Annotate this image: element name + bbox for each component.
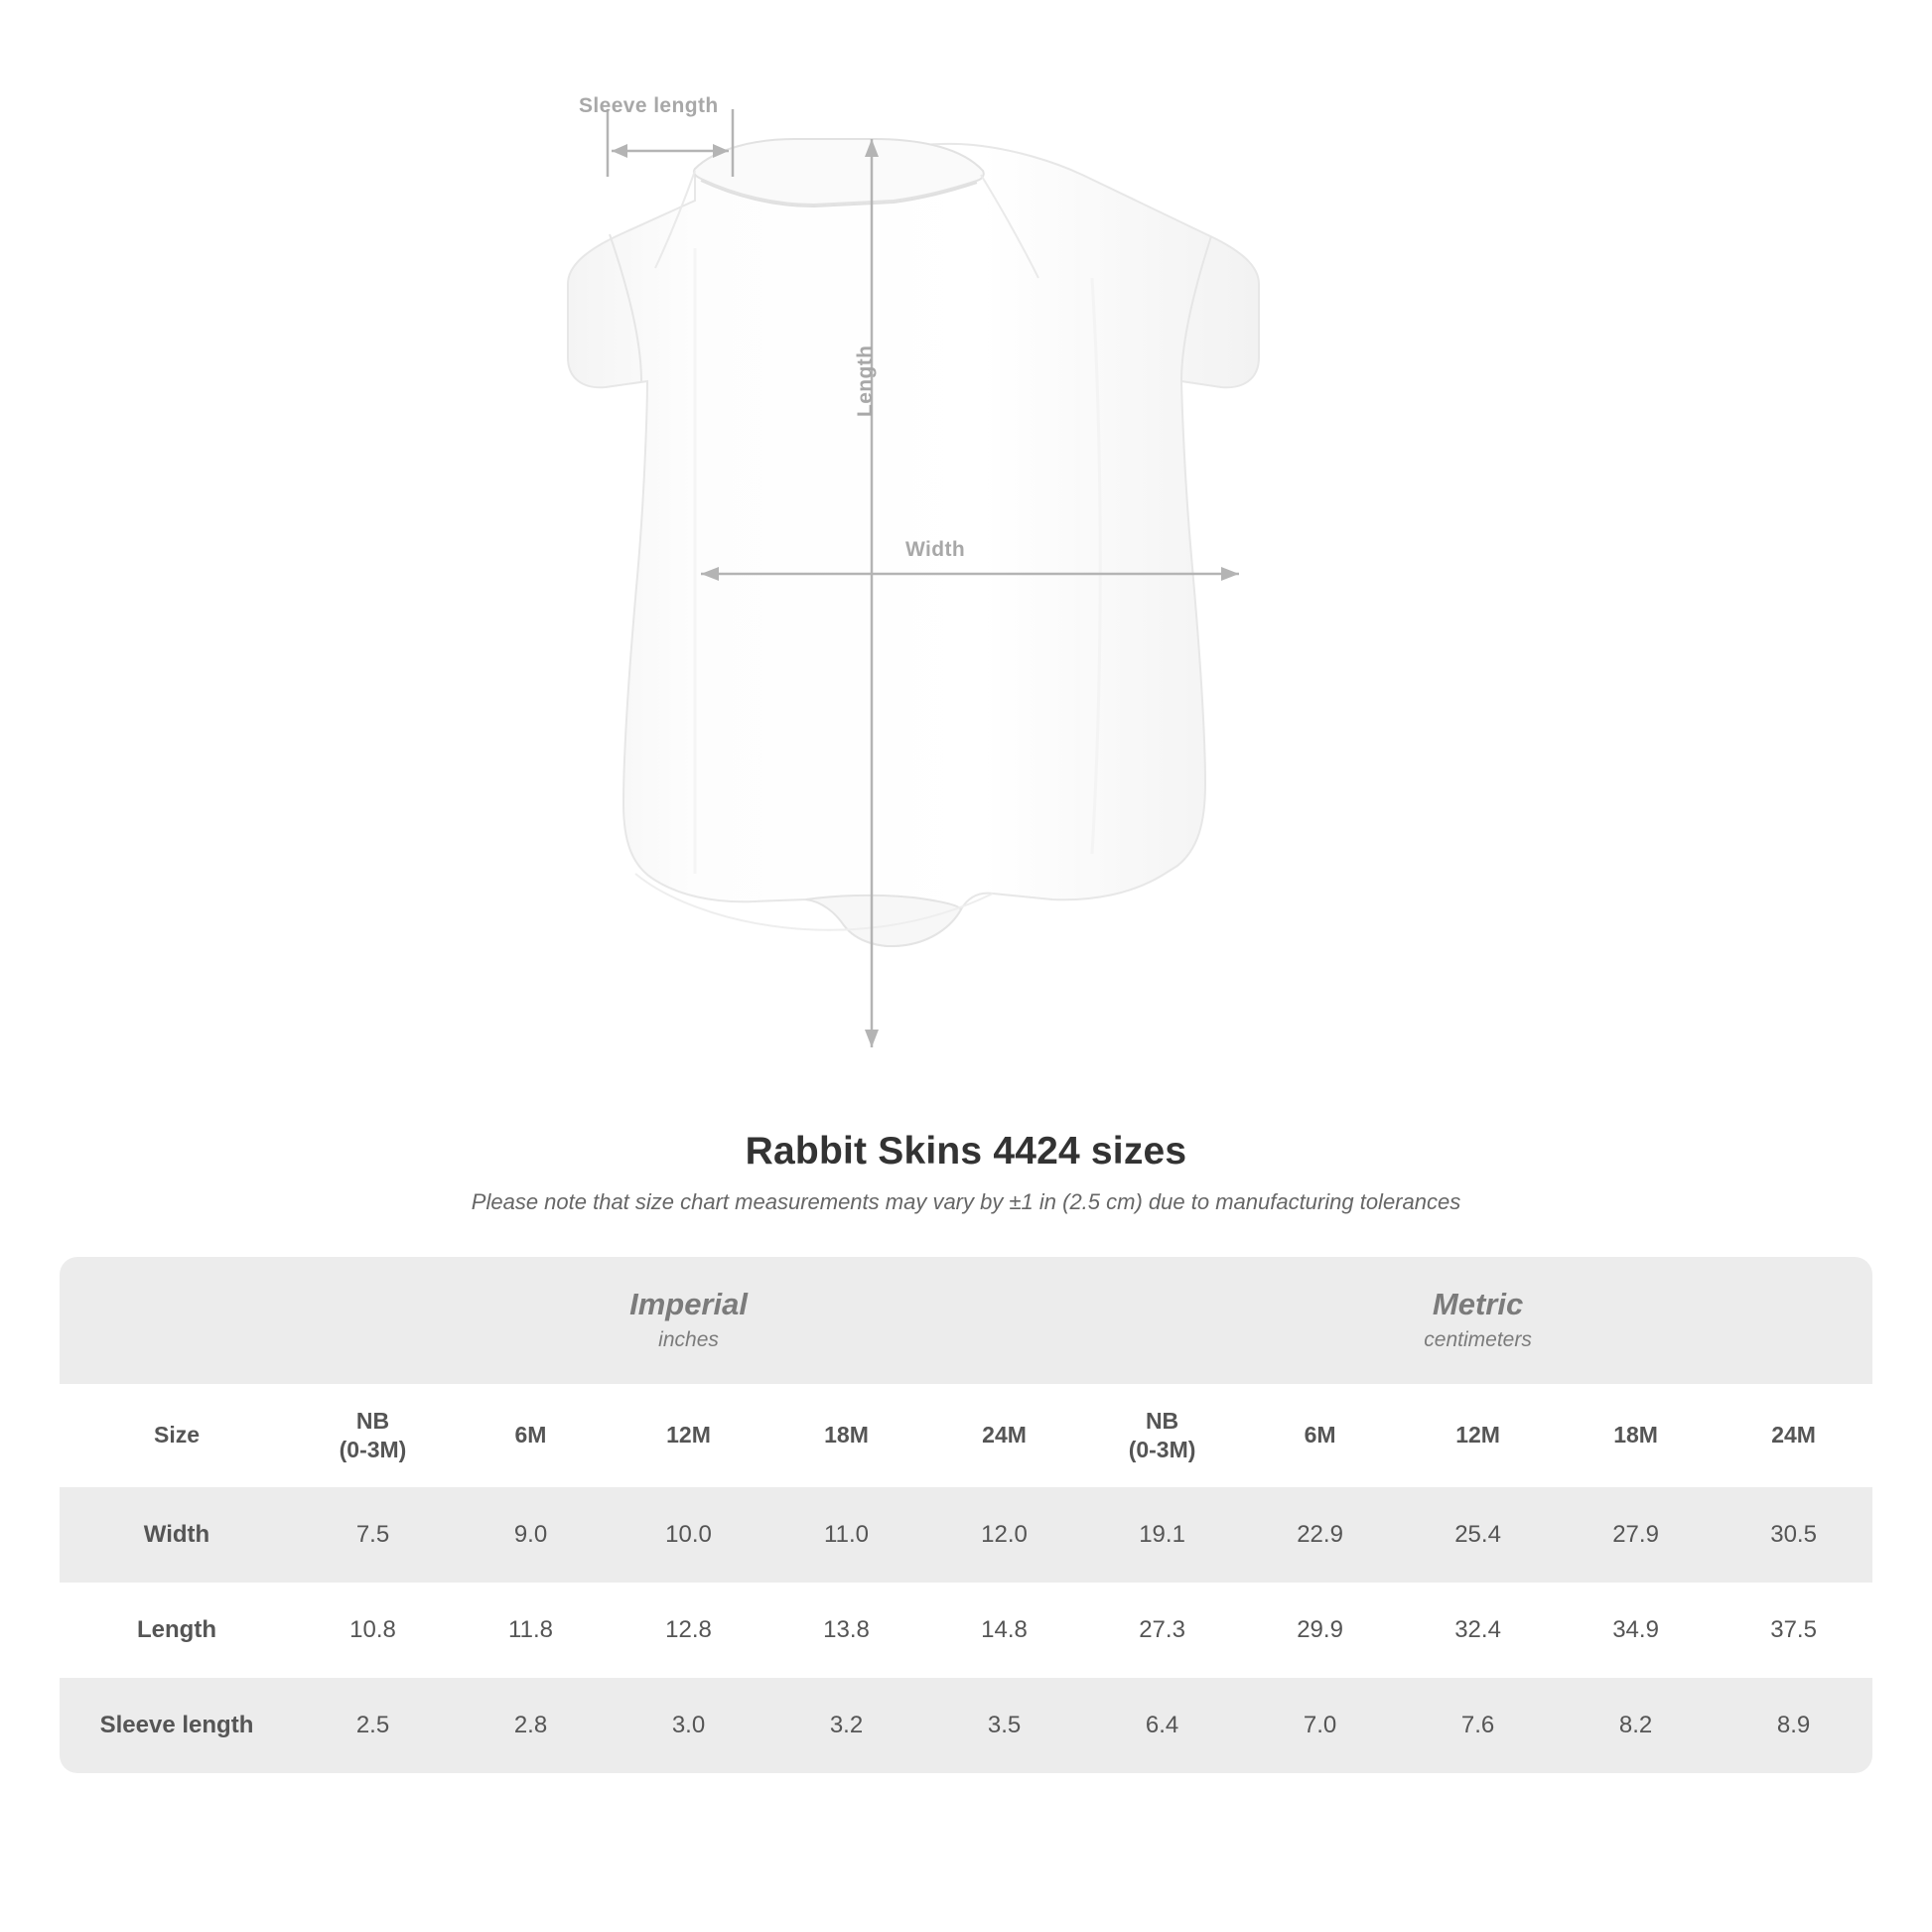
table-row (60, 1678, 1872, 1773)
cell-sleeve-4: 3.5 (925, 1678, 1083, 1773)
unit-sub-metric: centimeters (1424, 1327, 1532, 1351)
header-col-2: 12M (610, 1384, 767, 1487)
table-row (60, 1487, 1872, 1583)
cell-width-8: 27.9 (1557, 1487, 1715, 1583)
cell-sleeve-0: 2.5 (294, 1678, 452, 1773)
header-col-7: 12M (1399, 1384, 1557, 1487)
cell-length-3: 13.8 (823, 1616, 870, 1643)
header-col-5 (1083, 1384, 1241, 1487)
cell-width-6: 22.9 (1241, 1487, 1399, 1583)
cell-length-0: 10.8 (349, 1616, 396, 1643)
header-col-0-main: NB (355, 1407, 390, 1434)
header-col-9: 24M (1715, 1384, 1872, 1487)
header-col-5-main: NB (1145, 1407, 1179, 1434)
cell-width-7: 25.4 (1399, 1487, 1557, 1583)
cell-width-0: 7.5 (294, 1487, 452, 1583)
header-col-3: 18M (767, 1384, 925, 1487)
width-label: Width (905, 538, 966, 561)
page-title: Rabbit Skins 4424 sizes (745, 1130, 1187, 1173)
cell-sleeve-7: 7.6 (1399, 1678, 1557, 1773)
size-header-row (60, 1384, 1872, 1487)
header-col-8: 18M (1557, 1384, 1715, 1487)
cell-sleeve-5: 6.4 (1083, 1678, 1241, 1773)
header-col-4: 24M (925, 1384, 1083, 1487)
unit-group-metric (1083, 1257, 1872, 1384)
cell-width-4: 12.0 (925, 1487, 1083, 1583)
size-table-wrap (60, 1257, 1872, 1773)
cell-length-7: 32.4 (1454, 1616, 1501, 1643)
row-label-length: Length (137, 1616, 216, 1643)
cell-sleeve-2: 3.0 (610, 1678, 767, 1773)
cell-sleeve-1: 2.8 (452, 1678, 610, 1773)
cell-width-5: 19.1 (1083, 1487, 1241, 1583)
cell-width-3: 11.0 (767, 1487, 925, 1583)
cell-length-5: 27.3 (1139, 1616, 1185, 1643)
unit-name-imperial: Imperial (629, 1286, 748, 1321)
header-col-6: 6M (1241, 1384, 1399, 1487)
cell-length-6: 29.9 (1297, 1616, 1343, 1643)
cell-sleeve-8: 8.2 (1557, 1678, 1715, 1773)
cell-sleeve-6: 7.0 (1241, 1678, 1399, 1773)
row-label-sleeve-length: Sleeve length (60, 1678, 294, 1773)
tolerance-note: Please note that size chart measurements may vary by ±1 in (2.5 cm) due to manufacturing tolerances (471, 1189, 1461, 1214)
crotch-flap (806, 896, 961, 946)
cell-length-8: 34.9 (1612, 1616, 1659, 1643)
heading-block (0, 1130, 1932, 1215)
row-label-width: Width (60, 1487, 294, 1583)
cell-length-9: 37.5 (1770, 1616, 1817, 1643)
table-row (60, 1583, 1872, 1678)
unit-spacer-cell (60, 1257, 294, 1384)
unit-group-imperial (294, 1257, 1083, 1384)
header-col-1: 6M (452, 1384, 610, 1487)
cell-width-2: 10.0 (610, 1487, 767, 1583)
cell-width-9: 30.5 (1715, 1487, 1872, 1583)
cell-sleeve-9: 8.9 (1715, 1678, 1872, 1773)
header-col-0 (294, 1384, 452, 1487)
unit-header-row (60, 1257, 1872, 1384)
cell-length-2: 12.8 (665, 1616, 712, 1643)
cell-length-4: 14.8 (981, 1616, 1028, 1643)
length-label: Length (854, 345, 877, 417)
header-size-label: Size (60, 1384, 294, 1487)
cell-width-1: 9.0 (452, 1487, 610, 1583)
header-col-5-sub: (0-3M) (1128, 1437, 1196, 1462)
unit-sub-imperial: inches (658, 1327, 719, 1351)
cell-sleeve-3: 3.2 (767, 1678, 925, 1773)
cell-length-1: 11.8 (508, 1616, 553, 1643)
header-col-0-sub: (0-3M) (339, 1437, 407, 1462)
size-table (60, 1257, 1872, 1773)
sleeve-length-label: Sleeve length (579, 94, 719, 117)
unit-name-metric: Metric (1432, 1286, 1524, 1321)
